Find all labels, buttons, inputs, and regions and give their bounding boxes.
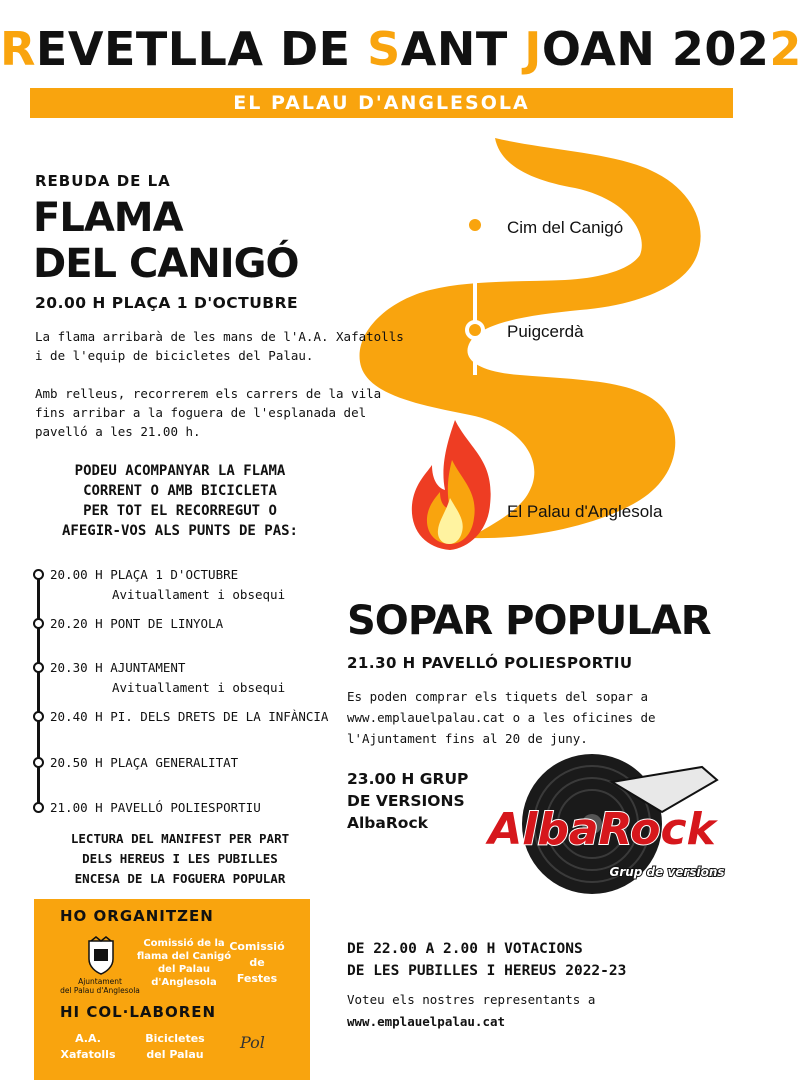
- comissio-flama-line-4: d'Anglesola: [151, 977, 217, 988]
- collab-heading: HI COL·LABOREN: [60, 1003, 217, 1021]
- comissio-flama-line-3: del Palau: [158, 964, 210, 975]
- timeline-dot: [33, 711, 44, 722]
- call-line-3: PER TOT EL RECORREGUT O: [83, 503, 277, 519]
- flama-para1-line1: La flama arribarà de les mans de l'A.A. Xafatolls: [35, 329, 404, 344]
- votacions-text: Voteu els nostres representants a: [347, 992, 596, 1007]
- sopar-heading: SOPAR POPULAR: [347, 598, 711, 644]
- timeline-item-1: 20.00 H PLAÇA 1 D'OCTUBRE: [50, 567, 239, 582]
- route-stop-puigcerda: Puigcerdà: [507, 322, 584, 341]
- flama-kicker: REBUDA DE LA: [35, 172, 171, 190]
- collab-xafatolls-line-2: Xafatolls: [60, 1048, 116, 1061]
- subtitle-bar: EL PALAU D'ANGLESOLA: [30, 88, 733, 118]
- flama-heading-line1: FLAMA: [33, 195, 183, 241]
- closing-line-1: LECTURA DEL MANIFEST PER PART: [70, 831, 290, 846]
- flama-para2-line3: pavelló a les 21.00 h.: [35, 424, 201, 439]
- comissio-flama-line-1: Comissió de la: [143, 938, 225, 949]
- route-stop-canigo: Cim del Canigó: [507, 218, 624, 237]
- flama-heading-line2: DEL CANIGÓ: [33, 241, 299, 287]
- call-line-4: AFEGIR-VOS ALS PUNTS DE PAS:: [61, 523, 298, 539]
- albarock-logo: [462, 752, 752, 912]
- timeline-item-5: 20.50 H PLAÇA GENERALITAT: [50, 755, 239, 770]
- sopar-text-line3: l'Ajuntament fins al 20 de juny.: [347, 731, 588, 746]
- timeline-note-1: Avituallament i obsequi: [112, 587, 286, 602]
- comissio-flama-line-2: flama del Canigó: [136, 951, 232, 962]
- ajuntament-shield-icon: [86, 937, 116, 975]
- flama-para1-line2: i de l'equip de bicicletes del Palau.: [35, 348, 314, 363]
- grup-line-1: 23.00 H GRUP: [347, 770, 469, 788]
- call-line-1: PODEU ACOMPANYAR LA FLAMA: [74, 463, 286, 479]
- timeline-dot: [33, 618, 44, 629]
- closing-notes: [25, 829, 335, 889]
- comissio-festes-line-2: de: [249, 956, 265, 969]
- collab-bicicletes-line-2: del Palau: [146, 1048, 204, 1061]
- comissio-festes: [224, 939, 290, 987]
- closing-line-2: DELS HEREUS I LES PUBILLES: [82, 851, 278, 866]
- org-heading: HO ORGANITZEN: [60, 907, 214, 925]
- grup-line-3: AlbaRock: [347, 814, 428, 832]
- timeline-dot: [33, 569, 44, 580]
- timeline-dot: [33, 662, 44, 673]
- timeline-item-4: 20.40 H PI. DELS DRETS DE LA INFÀNCIA: [50, 709, 329, 724]
- timeline-item-2: 20.20 H PONT DE LINYOLA: [50, 616, 224, 631]
- votacions-line-1: DE 22.00 A 2.00 H VOTACIONS: [347, 941, 583, 957]
- votacions-heading: [347, 938, 626, 982]
- route-dot-1: [467, 217, 483, 233]
- route-dot-2: [467, 322, 483, 338]
- sopar-time-place: 21.30 H PAVELLÓ POLIESPORTIU: [347, 654, 633, 672]
- grup-text: [347, 768, 468, 834]
- page-title: REVETLLA DE SANT JOAN 2022: [0, 22, 802, 76]
- timeline-dot: [33, 802, 44, 813]
- flama-para2-line2: fins arribar a la foguera de l'esplanada del: [35, 405, 367, 420]
- albarock-logo-text: AlbaRock: [488, 804, 716, 855]
- votacions-line-2: DE LES PUBILLES I HEREUS 2022-23: [347, 963, 627, 979]
- timeline-dot: [33, 757, 44, 768]
- comissio-festes-line-1: Comissió: [229, 940, 285, 953]
- sopar-text-line1: Es poden comprar els tiquets del sopar a: [347, 689, 649, 704]
- timeline-item-3: 20.30 H AJUNTAMENT: [50, 660, 186, 675]
- albarock-logo-sub: Grup de versions: [609, 865, 725, 879]
- timeline-line: [37, 574, 40, 810]
- timeline-note-3: Avituallament i obsequi: [112, 680, 286, 695]
- votacions-url[interactable]: www.emplauelpalau.cat: [347, 1014, 506, 1029]
- ajuntament-line-1: Ajuntament: [78, 977, 122, 986]
- call-line-2: CORRENT O AMB BICICLETA: [83, 483, 277, 499]
- flama-time-place: 20.00 H PLAÇA 1 D'OCTUBRE: [35, 294, 299, 312]
- pol-logo: Pol: [240, 1033, 265, 1052]
- grup-line-2: DE VERSIONS: [347, 792, 465, 810]
- organizers-box: [34, 899, 310, 1080]
- closing-line-3: ENCESA DE LA FOGUERA POPULAR: [74, 871, 286, 886]
- collab-xafatolls-line-1: A.A.: [75, 1032, 101, 1045]
- comissio-festes-line-3: Festes: [236, 972, 278, 985]
- flama-call-to-action: [25, 461, 335, 541]
- route-stop-palau: El Palau d'Anglesola: [507, 502, 663, 521]
- ajuntament-line-2: del Palau d'Anglesola: [60, 986, 140, 995]
- collab-bicicletes: [134, 1031, 216, 1063]
- flama-para2-line1: Amb relleus, recorrerem els carrers de la vila: [35, 386, 382, 401]
- sopar-text-line2: www.emplauelpalau.cat o a les oficines de: [347, 710, 656, 725]
- comissio-flama: [134, 937, 234, 989]
- timeline-item-6: 21.00 H PAVELLÓ POLIESPORTIU: [50, 800, 261, 815]
- collab-xafatolls: [48, 1031, 128, 1063]
- collab-bicicletes-line-1: Bicicletes: [145, 1032, 205, 1045]
- fire-icon: [412, 420, 491, 550]
